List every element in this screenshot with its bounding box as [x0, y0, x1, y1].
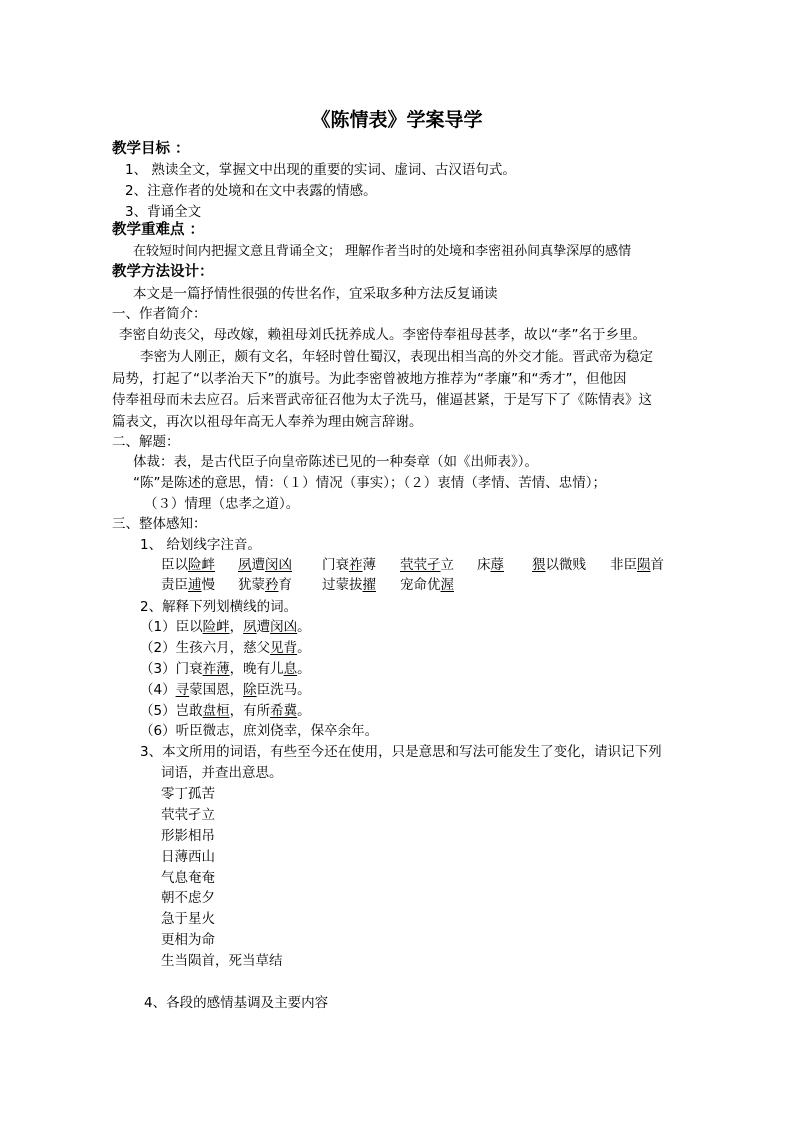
method-heading: 教学方法设计：	[112, 264, 214, 280]
author-line: 局势，打起了“以孝治天下”的旗号。为此李密曾被地方推荐为“孝廉”和“秀才”，但他因	[112, 371, 627, 387]
jieti-line: 体裁：表，是古代臣子向皇帝陈述已见的一种奏章（如《出师表》）。	[133, 454, 538, 470]
key-heading: 教学重难点 ：	[112, 222, 205, 238]
explain-item: （4）寻蒙国恩，除臣洗马。	[140, 682, 311, 698]
jieti-line: “陈”是陈述的意思，情：（１）情况（事实）；（２）衷情（孝情、苦情、忠情）；	[133, 475, 606, 491]
pinyin-word: 过蒙拔擢	[322, 577, 376, 593]
author-line: 李密自幼丧父，母改嫁，赖祖母刘氏抚养成人。李密侍奉祖母甚孝，故以“孝”名于乡里。	[119, 327, 646, 343]
idiom-item: 生当陨首，死当草结	[161, 953, 283, 969]
idiom-item: 茕茕孑立	[161, 807, 215, 823]
pinyin-word: 猥以微贱	[532, 557, 586, 573]
whole-heading: 三、整体感知：	[112, 516, 207, 532]
question-1: 1、 给划线字注音。	[140, 537, 261, 553]
question-4: 4、各段的感情基调及主要内容	[144, 995, 329, 1011]
explain-item: （6）听臣微志，庶刘侥幸，保卒余年。	[140, 723, 379, 739]
jieti-line: （３）情理（忠孝之道）。	[144, 496, 300, 512]
idiom-item: 日薄西山	[161, 849, 215, 865]
goal-item: 1、 熟读全文，掌握文中出现的重要的实词、虚词、古汉语句式。	[125, 162, 516, 178]
question-3-cont: 词语，并查出意思。	[161, 765, 283, 781]
idiom-item: 形影相吊	[161, 828, 215, 844]
question-2: 2、解释下列划横线的词。	[140, 599, 298, 615]
goal-item: 2、注意作者的处境和在文中表露的情感。	[125, 183, 377, 199]
author-heading: 一、作者简介：	[112, 306, 207, 322]
idiom-item: 更相为命	[161, 932, 215, 948]
goals-heading: 教学目标 ：	[112, 141, 190, 157]
explain-item: （3）门衰祚薄，晚有儿息。	[140, 661, 311, 677]
author-line: 篇表文，再次以祖母年高无人奉养为理由婉言辞谢。	[112, 414, 423, 430]
author-line: 李密为人刚正，颇有文名，年轻时曾仕蜀汉，表现出相当高的外交才能。晋武帝为稳定	[140, 349, 653, 365]
pinyin-word: 门衰祚薄	[322, 557, 376, 573]
goal-item: 3、背诵全文	[125, 204, 202, 220]
pinyin-word: 非臣陨首	[610, 557, 664, 573]
explain-item: （5）岂敢盘桓，有所希冀。	[140, 703, 311, 719]
pinyin-word: 茕茕孑立	[400, 557, 454, 573]
pinyin-word: 犹蒙矜育	[238, 577, 292, 593]
jieti-heading: 二、解题：	[112, 434, 180, 450]
idiom-item: 朝不虑夕	[161, 890, 215, 906]
explain-item: （1）臣以险衅，夙遭闵凶。	[140, 619, 311, 635]
page-title: 《陈情表》学案导学	[311, 109, 483, 131]
pinyin-word: 夙遭闵凶	[238, 557, 292, 573]
explain-item: （2）生孩六月，慈父见背。	[140, 640, 311, 656]
author-line: 侍奉祖母而未去应召。后来晋武帝征召他为太子洗马，催逼甚紧，于是写下了《陈情表》这	[112, 392, 652, 408]
key-text: 在较短时间内把握文意且背诵全文； 理解作者当时的处境和李密祖孙间真挚深厚的感情	[133, 244, 632, 259]
pinyin-word: 床蓐	[477, 557, 504, 573]
question-3: 3、本文所用的词语，有些至今还在使用，只是意思和写法可能发生了变化，请识记下列	[140, 744, 662, 760]
method-text: 本文是一篇抒情性很强的传世名作，宜采取多种方法反复诵读	[133, 286, 498, 302]
idiom-item: 急于星火	[161, 911, 215, 927]
pinyin-word: 责臣逋慢	[161, 577, 215, 593]
pinyin-word: 宠命优渥	[400, 577, 454, 593]
idiom-item: 气息奄奄	[161, 870, 215, 886]
pinyin-word: 臣以险衅	[161, 557, 215, 573]
idiom-item: 零丁孤苦	[161, 786, 215, 802]
